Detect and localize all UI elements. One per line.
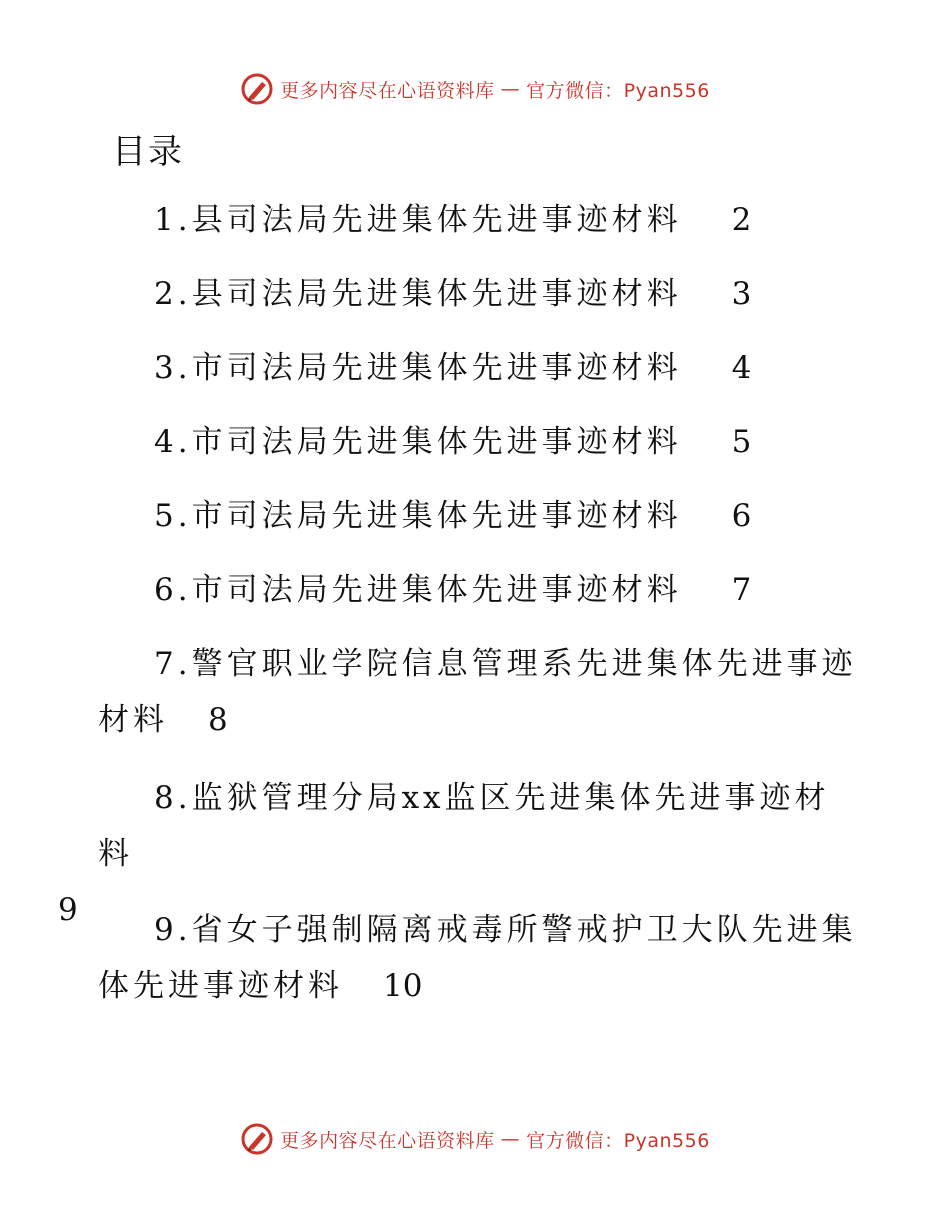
toc-entry-page: 9 [58,892,78,928]
watermark-text: 更多内容尽在心语资料库 [280,79,495,102]
toc-entry-label: 6.市司法局先进集体先进事迹材料 [154,572,682,608]
toc-entry[interactable] [98,562,858,618]
toc-entry[interactable] [98,192,858,248]
footer-watermark [0,1122,950,1156]
toc-entry[interactable] [98,340,858,396]
watermark-contact: 官方微信：Pyan556 [526,1129,710,1152]
pen-logo-icon [240,72,274,106]
toc-entry-page: 2 [731,202,752,238]
toc-entry-page: 5 [731,424,752,460]
toc-entry[interactable] [98,414,858,470]
toc-entry-label: 4.市司法局先进集体先进事迹材料 [154,424,682,460]
toc-entry[interactable] [98,902,858,1014]
watermark-separator: — [500,1128,521,1150]
toc-entry-label: 5.市司法局先进集体先进事迹材料 [154,498,682,534]
toc-entry-label: 9.省女子强制隔离戒毒所警戒护卫大队先进集体先进事迹材料 [98,912,857,1004]
header-watermark [0,72,950,106]
toc-entry-label: 8.监狱管理分局xx监区先进集体先进事迹材料 [98,780,830,872]
toc-entry-page: 6 [731,498,752,534]
toc-entry-page: 7 [731,572,752,608]
watermark-contact: 官方微信：Pyan556 [526,79,710,102]
toc-entry-label: 3.市司法局先进集体先进事迹材料 [154,350,682,386]
toc-entry[interactable] [98,488,858,544]
toc-entry[interactable] [98,266,858,322]
toc-title: 目录 [112,132,184,172]
toc-entry-page: 8 [208,702,228,738]
watermark-separator: — [500,78,521,100]
pen-logo-icon [240,1122,274,1156]
toc-entry-page: 4 [731,350,752,386]
toc-entry-label: 1.县司法局先进集体先进事迹材料 [154,202,682,238]
toc-entry-page: 3 [731,276,752,312]
toc-entry-page: 10 [383,968,423,1004]
watermark-text: 更多内容尽在心语资料库 [280,1129,495,1152]
toc-entry-label: 7.警官职业学院信息管理系先进集体先进事迹材料 [98,646,857,738]
toc-entry-label: 2.县司法局先进集体先进事迹材料 [154,276,682,312]
toc-entry[interactable] [98,636,858,748]
